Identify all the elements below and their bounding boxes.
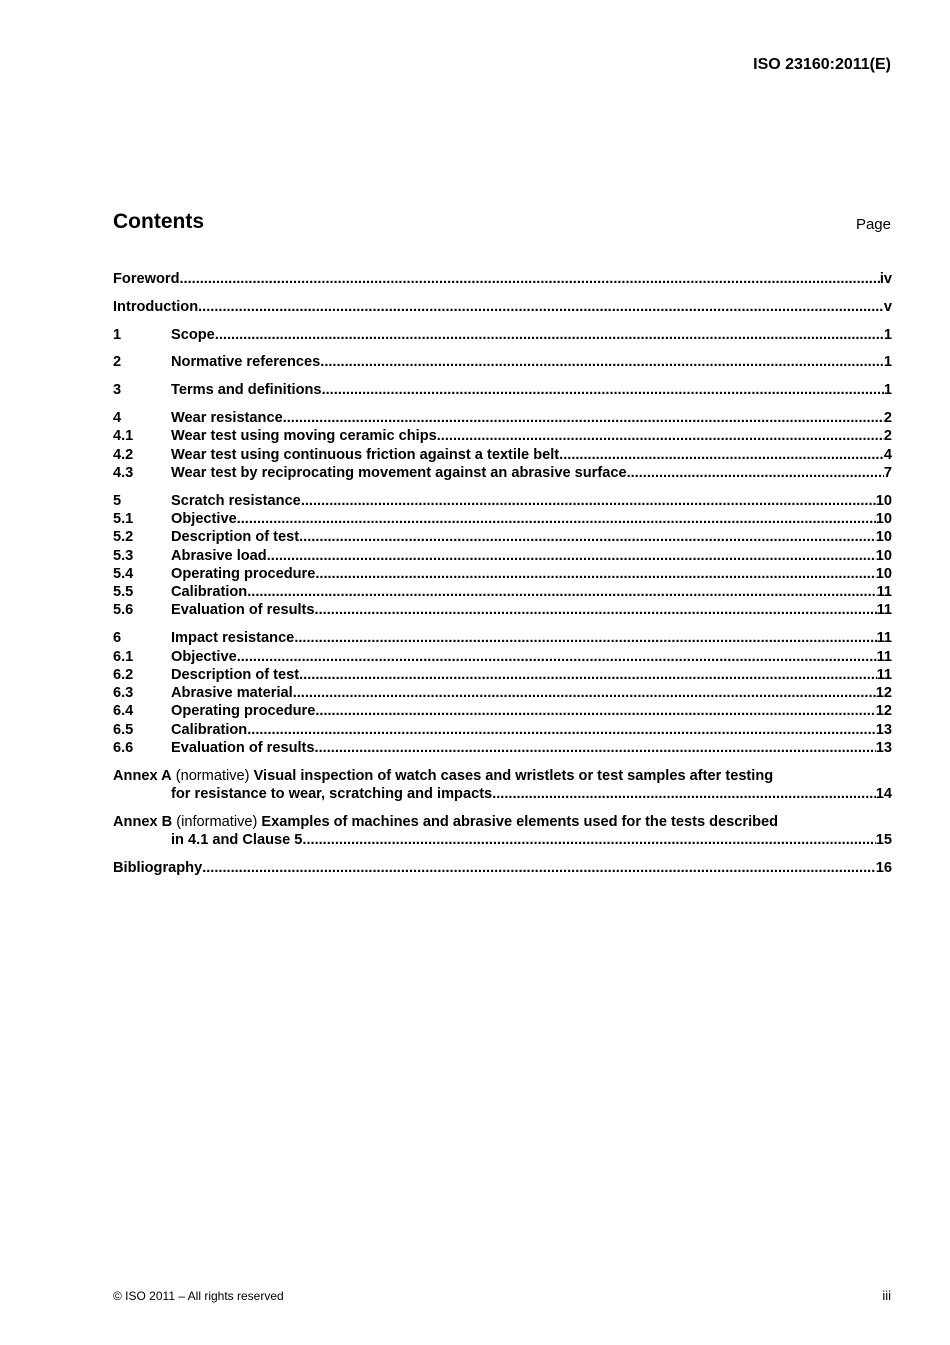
- toc-entry-page: 2: [883, 428, 892, 445]
- toc-entry[interactable]: [113, 648, 892, 666]
- toc-entry-title: Description of test: [171, 666, 300, 683]
- leader-dots: [293, 684, 876, 702]
- toc-group: [113, 492, 892, 620]
- annex-b-title-line2: in 4.1 and Clause 5: [171, 832, 303, 849]
- annex-a-kind: (normative): [175, 767, 250, 784]
- toc-entry[interactable]: [113, 547, 892, 565]
- toc-entry-number: 5: [113, 492, 122, 509]
- toc-entry-page: 7: [883, 464, 892, 481]
- toc-entry-title: Wear test using moving ceramic chips: [171, 428, 437, 445]
- toc-entry-number: 5.3: [113, 547, 134, 564]
- leader-dots: [299, 528, 876, 546]
- toc-entry[interactable]: [113, 326, 892, 344]
- toc-entry[interactable]: [113, 583, 892, 601]
- leader-dots: [198, 298, 884, 316]
- leader-dots: [315, 601, 877, 619]
- leader-dots: [315, 702, 875, 720]
- toc-entry-title: Objective: [171, 648, 237, 665]
- toc-entry-page: 11: [876, 602, 892, 619]
- leader-dots: [315, 565, 875, 583]
- toc-group: [113, 270, 892, 288]
- toc-entry[interactable]: [113, 565, 892, 583]
- toc-entry-number: 6.3: [113, 685, 134, 702]
- toc-entry-page: 1: [883, 382, 892, 399]
- toc-entry-title: Foreword: [113, 271, 180, 287]
- toc-entry-number: 3: [113, 382, 122, 399]
- toc-entry-title: Impact resistance: [171, 630, 295, 647]
- toc-entry-title: Abrasive material: [171, 685, 293, 702]
- leader-dots: [299, 666, 876, 684]
- leader-dots: [237, 648, 877, 666]
- leader-dots: [247, 721, 876, 739]
- toc-entry-page: 10: [875, 547, 892, 564]
- toc-entry[interactable]: [113, 464, 892, 482]
- toc-entry-page: iv: [879, 271, 892, 287]
- toc-entry[interactable]: [113, 409, 892, 427]
- toc-entry-number: 6.4: [113, 703, 134, 720]
- annex-b-page: 15: [875, 832, 892, 849]
- toc-entry-number: 6.1: [113, 648, 134, 665]
- toc-entry-title: Operating procedure: [171, 565, 316, 582]
- toc-entry-title: Normative references: [171, 354, 321, 371]
- toc-entry-page: 4: [883, 446, 892, 463]
- toc-entry[interactable]: [113, 601, 892, 619]
- toc-entry-title: Scratch resistance: [171, 492, 301, 509]
- leader-dots: [215, 326, 884, 344]
- page-column-label: Page: [855, 216, 891, 233]
- toc-entry-page: 10: [875, 529, 892, 546]
- annex-b-label: Annex B: [113, 813, 173, 830]
- leader-dots: [267, 547, 876, 565]
- toc-entry-title: Evaluation of results: [171, 602, 315, 619]
- toc-entry-number: 4.2: [113, 446, 134, 463]
- toc-entry[interactable]: [113, 629, 892, 647]
- toc-group: [113, 353, 892, 371]
- toc-entry-number: 5.5: [113, 584, 134, 601]
- toc-entry-title: Wear test by reciprocating movement against an abrasive surface: [171, 464, 627, 481]
- toc-entry-number: 2: [113, 354, 122, 371]
- toc-entry-title: Wear test using continuous friction against a textile belt: [171, 446, 560, 463]
- toc-entry-title: Introduction: [113, 298, 199, 315]
- annex-b-kind: (informative): [176, 813, 258, 830]
- leader-dots: [247, 583, 876, 601]
- toc-entry-page: v: [883, 298, 892, 315]
- toc-entry[interactable]: [113, 427, 892, 445]
- toc-entry-page: 1: [883, 354, 892, 371]
- toc-entry-page: 13: [875, 740, 892, 757]
- annex-b-title-line1: Examples of machines and abrasive elements used for the tests described: [261, 813, 779, 830]
- toc-group: [113, 298, 892, 316]
- toc-entry-number: 5.1: [113, 510, 134, 527]
- toc-entry-title: Evaluation of results: [171, 740, 315, 757]
- toc-entry[interactable]: [113, 510, 892, 528]
- leader-dots: [294, 629, 876, 647]
- toc-entry[interactable]: [113, 298, 892, 316]
- toc-entry[interactable]: [113, 528, 892, 546]
- leader-dots: [437, 427, 884, 445]
- leader-dots: [320, 353, 884, 371]
- toc-entry[interactable]: [113, 492, 892, 510]
- toc-entry-number: 4.1: [113, 428, 134, 445]
- leader-dots: [179, 270, 879, 288]
- toc-annex-b[interactable]: [113, 813, 892, 850]
- toc-entry-page: 10: [875, 510, 892, 527]
- bibliography-page: 16: [875, 860, 892, 877]
- toc-entry-number: 5.4: [113, 565, 134, 582]
- toc-entry-title: Calibration: [171, 584, 248, 601]
- toc-bibliography[interactable]: [113, 859, 892, 877]
- toc-annex-a[interactable]: [113, 767, 892, 804]
- leader-dots: [559, 446, 884, 464]
- leader-dots: [322, 381, 884, 399]
- leader-dots: [237, 510, 876, 528]
- toc-entry[interactable]: [113, 270, 892, 288]
- toc-entry-title: Terms and definitions: [171, 382, 322, 399]
- footer-copyright: © ISO 2011 – All rights reserved: [113, 1289, 284, 1303]
- toc-entry-number: 6: [113, 630, 122, 647]
- toc-entry-number: 6.5: [113, 721, 134, 738]
- document-id: ISO 23160:2011(E): [753, 56, 891, 73]
- toc-entry[interactable]: [113, 702, 892, 720]
- toc-entry-title: Operating procedure: [171, 703, 316, 720]
- toc-entry-number: 6.2: [113, 666, 134, 683]
- toc-entry-page: 10: [875, 492, 892, 509]
- leader-dots: [301, 492, 876, 510]
- contents-title: Contents: [113, 210, 204, 233]
- toc-entry-title: Objective: [171, 510, 237, 527]
- leader-dots: [302, 831, 875, 849]
- toc-entry-page: 11: [876, 584, 892, 601]
- toc-entry-title: Description of test: [171, 529, 300, 546]
- leader-dots: [202, 859, 876, 877]
- annex-a-title-line2: for resistance to wear, scratching and impacts: [171, 786, 493, 803]
- annex-a-label: Annex A: [113, 767, 172, 784]
- toc-entry-number: 6.6: [113, 740, 134, 757]
- toc-entry-number: 1: [113, 326, 122, 343]
- toc-entry-page: 10: [875, 565, 892, 582]
- table-of-contents: [113, 270, 892, 887]
- toc-entry-number: 5.2: [113, 529, 134, 546]
- toc-entry[interactable]: [113, 666, 892, 684]
- toc-group: [113, 326, 892, 344]
- toc-entry[interactable]: [113, 739, 892, 757]
- annex-a-page: 14: [875, 786, 892, 803]
- footer-page-number: iii: [882, 1288, 891, 1303]
- toc-entry-page: 1: [883, 326, 892, 343]
- toc-entry-page: 11: [876, 630, 892, 647]
- leader-dots: [283, 409, 884, 427]
- toc-group: [113, 629, 892, 757]
- leader-dots: [492, 785, 876, 803]
- toc-entry[interactable]: [113, 446, 892, 464]
- toc-entry-page: 12: [875, 703, 892, 720]
- toc-entry-page: 12: [875, 685, 892, 702]
- toc-group: [113, 409, 892, 482]
- leader-dots: [315, 739, 876, 757]
- leader-dots: [627, 464, 884, 482]
- toc-entry-number: 4.3: [113, 464, 134, 481]
- toc-entry-title: Scope: [171, 326, 215, 343]
- toc-entry-page: 11: [876, 666, 892, 683]
- toc-entry-page: 2: [883, 409, 892, 426]
- toc-entry[interactable]: [113, 381, 892, 399]
- toc-entry-title: Wear resistance: [171, 409, 283, 426]
- toc-entry-page: 13: [875, 721, 892, 738]
- toc-entry[interactable]: [113, 684, 892, 702]
- toc-entry-number: 4: [113, 409, 122, 426]
- toc-group: [113, 381, 892, 399]
- toc-entry-title: Calibration: [171, 721, 248, 738]
- toc-entry-number: 5.6: [113, 602, 134, 619]
- toc-entry-page: 11: [876, 648, 892, 665]
- annex-a-title-line1: Visual inspection of watch cases and wristlets or test samples after testing: [253, 767, 774, 784]
- bibliography-title: Bibliography: [113, 860, 203, 877]
- toc-entry[interactable]: [113, 721, 892, 739]
- toc-entry[interactable]: [113, 353, 892, 371]
- toc-entry-title: Abrasive load: [171, 547, 267, 564]
